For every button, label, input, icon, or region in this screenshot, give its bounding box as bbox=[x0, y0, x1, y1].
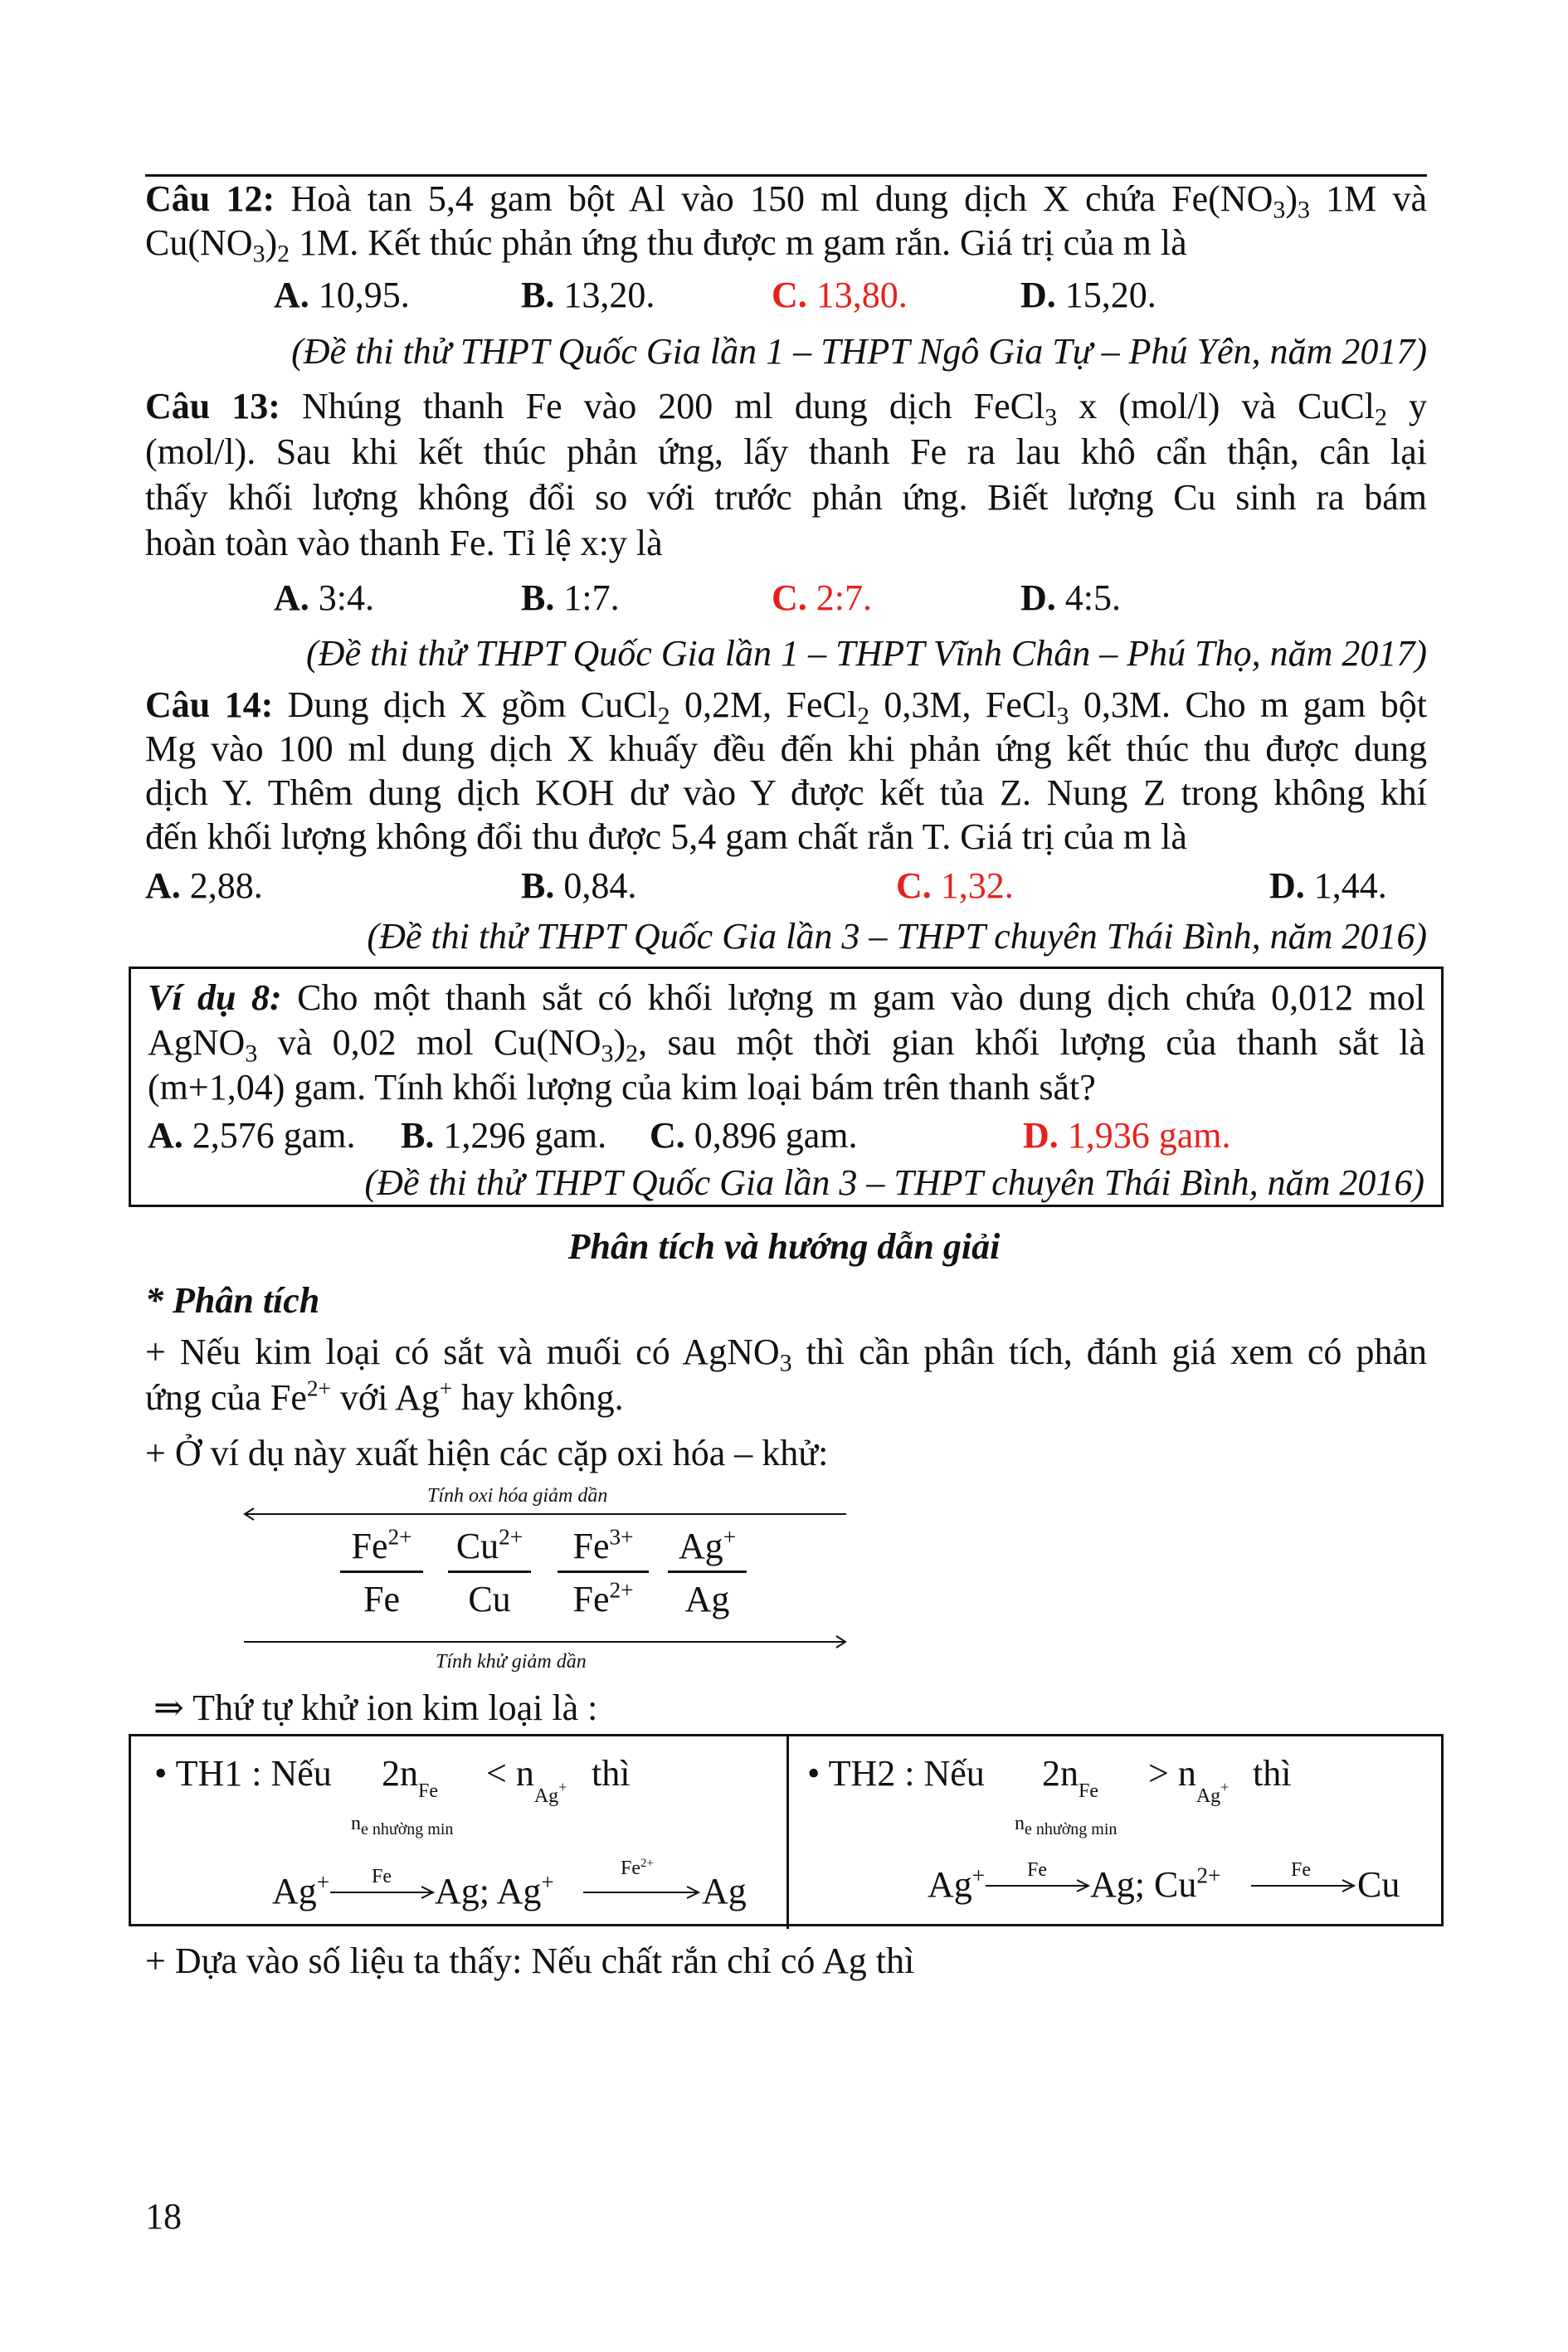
case-1-reaction-mid bbox=[435, 1869, 554, 1913]
pair-reductant: Cu bbox=[468, 1579, 511, 1619]
case-2-product: Cu bbox=[1357, 1864, 1400, 1905]
solution-sup: + bbox=[439, 1376, 453, 1401]
redox-pair-cu2-cu bbox=[448, 1525, 531, 1620]
q13-sub: 3 bbox=[1045, 403, 1058, 431]
case-2-reaction-mid bbox=[1090, 1863, 1220, 1906]
option-value: 1:7. bbox=[554, 577, 620, 618]
q13-line-4: hoàn toàn vào thanh Fe. Tỉ lệ x:y là bbox=[145, 523, 663, 563]
page-number: 18 bbox=[145, 2196, 182, 2237]
annotation-sub: e nhường min bbox=[361, 1820, 454, 1838]
q14-option-a bbox=[145, 864, 263, 908]
q14-option-b bbox=[521, 864, 636, 908]
ex8-sub: 2 bbox=[626, 1040, 639, 1068]
q14-sub: 2 bbox=[857, 702, 870, 730]
ex8-text: AgNO bbox=[148, 1022, 246, 1063]
pair-reductant: Fe bbox=[363, 1579, 400, 1619]
case-2-expression bbox=[1042, 1751, 1098, 1814]
option-letter: B. bbox=[521, 275, 555, 315]
implies-icon: ⇒ bbox=[153, 1687, 184, 1728]
case-1-annotation bbox=[351, 1813, 453, 1839]
option-value: 1,936 gam. bbox=[1058, 1115, 1231, 1156]
option-letter: C. bbox=[772, 577, 807, 618]
arrow-reagent: Fe bbox=[1291, 1859, 1311, 1881]
q14-source: (Đề thi thử THPT Quốc Gia lần 3 – THPT chuyên Thái Bình, năm 2016) bbox=[367, 916, 1427, 957]
option-value: 15,20. bbox=[1055, 275, 1157, 315]
ex8-sub: 3 bbox=[245, 1040, 258, 1068]
q14-line-4: đến khối lượng không đổi thu được 5,4 gam chất rắn T. Giá trị của m là bbox=[145, 816, 1187, 857]
option-value: 1,32. bbox=[931, 865, 1014, 906]
solution-text: hay không. bbox=[452, 1377, 624, 1418]
option-value: 4:5. bbox=[1055, 577, 1122, 618]
species-charge: + bbox=[971, 1863, 986, 1888]
q12-text: Hoà tan 5,4 gam bột Al vào 150 ml dung dịch X chứa Fe(NO bbox=[290, 178, 1273, 219]
pair-reductant: Fe bbox=[572, 1579, 610, 1619]
q13-source: (Đề thi thử THPT Quốc Gia lần 1 – THPT Vĩnh Chân – Phú Thọ, năm 2017) bbox=[306, 633, 1427, 674]
cases-table bbox=[129, 1734, 1444, 1926]
q14-line-3: dịch Y. Thêm dung dịch KOH dư vào Y được kết tủa Z. Nung Z trong không khí bbox=[145, 772, 1427, 813]
moles-subscript: Fe bbox=[418, 1780, 438, 1802]
case-2-condition bbox=[807, 1751, 985, 1795]
q14-line-1 bbox=[145, 683, 1428, 730]
compare-sign: > n bbox=[1148, 1753, 1196, 1794]
q13-text: Nhúng thanh Fe vào 200 ml dung dịch FeCl bbox=[302, 386, 1045, 426]
oxidizing-trend-label: Tính oxi hóa giảm dần bbox=[427, 1485, 608, 1507]
option-value: 13,20. bbox=[554, 275, 655, 315]
case-1-expression bbox=[382, 1751, 438, 1814]
ex8-line-1 bbox=[148, 976, 1425, 1020]
solution-text: ứng của Fe bbox=[145, 1377, 307, 1418]
solution-paragraph-2 bbox=[145, 1376, 624, 1419]
pair-charge: 3+ bbox=[609, 1524, 634, 1550]
case-2-annotation bbox=[1015, 1813, 1117, 1839]
moles-subscript: Ag bbox=[533, 1785, 559, 1807]
moles-term: 2n bbox=[382, 1753, 418, 1794]
solution-sub: 3 bbox=[779, 1349, 792, 1377]
option-letter: B. bbox=[521, 577, 555, 618]
left-arrow-icon bbox=[242, 1506, 848, 1522]
q14-option-d bbox=[1269, 864, 1387, 908]
q12-sub: 3 bbox=[252, 240, 265, 268]
q14-text: 0,2M, FeCl bbox=[670, 684, 858, 725]
moles-subscript-charge: + bbox=[558, 1779, 567, 1795]
cases-table-divider bbox=[786, 1736, 789, 1929]
option-value: 13,80. bbox=[806, 275, 908, 315]
compare-sign: < n bbox=[486, 1753, 534, 1794]
order-text: Thứ tự khử ion kim loại là : bbox=[183, 1687, 598, 1728]
species-charge: 2+ bbox=[1196, 1863, 1221, 1888]
option-value: 10,95. bbox=[309, 275, 410, 315]
solution-text: với Ag bbox=[330, 1377, 440, 1418]
q13-label: Câu 13: bbox=[145, 386, 280, 426]
reducing-trend-label: Tính khử giảm dần bbox=[436, 1651, 587, 1673]
pair-oxidant: Fe bbox=[572, 1526, 610, 1566]
option-letter: D. bbox=[1269, 865, 1305, 906]
redox-pair-ag-ag bbox=[668, 1525, 747, 1620]
reduction-order-line bbox=[153, 1686, 597, 1730]
option-value: 2,88. bbox=[180, 865, 263, 906]
q14-sub: 2 bbox=[657, 702, 670, 730]
q13-text: y bbox=[1386, 386, 1427, 426]
q14-label: Câu 14: bbox=[145, 684, 274, 725]
option-value: 3:4. bbox=[309, 577, 375, 618]
case-label: TH1 : Nếu bbox=[175, 1753, 332, 1794]
redox-pair-fe3-fe2 bbox=[558, 1525, 649, 1620]
pair-charge: 2+ bbox=[609, 1577, 634, 1603]
option-value: 0,896 gam. bbox=[684, 1115, 858, 1156]
q12-text: ) bbox=[1285, 178, 1298, 219]
q14-text: 0,3M. Cho m gam bột bbox=[1069, 684, 1428, 725]
q12-text: 1M và bbox=[1309, 178, 1428, 219]
option-letter: C. bbox=[772, 275, 807, 315]
pair-charge: + bbox=[723, 1524, 737, 1550]
solution-heading: Phân tích và hướng dẫn giải bbox=[567, 1226, 1001, 1267]
q12-text: Cu(NO bbox=[145, 222, 253, 263]
solution-subheading: * Phân tích bbox=[145, 1280, 320, 1321]
q13-option-a bbox=[274, 576, 374, 620]
case-1-then: thì bbox=[592, 1753, 631, 1794]
option-value: 2,576 gam. bbox=[183, 1115, 356, 1156]
moles-subscript-charge: + bbox=[1220, 1779, 1230, 1795]
option-letter: C. bbox=[650, 1115, 685, 1156]
redox-pair-fe2-fe bbox=[340, 1525, 423, 1620]
case-1-product: Ag bbox=[702, 1871, 747, 1911]
species: Ag; Ag bbox=[435, 1871, 542, 1911]
arrow-reagent: Fe bbox=[372, 1866, 392, 1887]
solution-text: thì cần phân tích, đánh giá xem có phản bbox=[791, 1332, 1427, 1372]
q13-line-3: thấy khối lượng không đổi so với trước phản ứng. Biết lượng Cu sinh ra bám bbox=[145, 477, 1427, 518]
pair-reductant: Ag bbox=[684, 1579, 730, 1619]
pair-oxidant: Cu bbox=[455, 1526, 499, 1566]
solution-paragraph-1 bbox=[145, 1330, 1427, 1377]
option-value: 0,84. bbox=[554, 865, 637, 906]
option-letter: C. bbox=[896, 865, 932, 906]
option-letter: B. bbox=[401, 1115, 435, 1156]
q13-text: x (mol/l) và CuCl bbox=[1057, 386, 1375, 426]
q12-sub: 3 bbox=[1273, 196, 1286, 224]
bullet-icon: • bbox=[154, 1753, 168, 1794]
option-letter: A. bbox=[274, 577, 309, 618]
solution-sup: 2+ bbox=[306, 1376, 331, 1401]
species: Ag bbox=[272, 1871, 317, 1911]
option-value: 1,296 gam. bbox=[434, 1115, 607, 1156]
q12-source: (Đề thi thử THPT Quốc Gia lần 1 – THPT Ngô Gia Tự – Phú Yên, năm 2017) bbox=[291, 331, 1427, 372]
pair-charge: 2+ bbox=[387, 1524, 412, 1550]
ex8-option-a bbox=[148, 1113, 356, 1157]
solution-paragraph-3: + Ở ví dụ này xuất hiện các cặp oxi hóa – khử: bbox=[145, 1433, 829, 1473]
option-letter: D. bbox=[1020, 275, 1056, 315]
q14-line-2: Mg vào 100 ml dung dịch X khuấy đều đến khi phản ứng kết thúc thu được dung bbox=[145, 728, 1427, 769]
reagent: Fe bbox=[621, 1858, 640, 1879]
q12-text: 1M. Kết thúc phản ứng thu được m gam rắn. Giá trị của m là bbox=[290, 222, 1187, 263]
ex8-line-2 bbox=[148, 1020, 1425, 1068]
solution-text: + Nếu kim loại có sắt và muối có AgNO bbox=[145, 1332, 780, 1372]
q12-option-a bbox=[274, 273, 410, 317]
case-2-compare bbox=[1148, 1751, 1229, 1819]
moles-subscript: Fe bbox=[1079, 1780, 1098, 1802]
ex8-line-3: (m+1,04) gam. Tính khối lượng của kim loại bám trên thanh sắt? bbox=[148, 1067, 1096, 1108]
solution-last-line: + Dựa vào số liệu ta thấy: Nếu chất rắn chỉ có Ag thì bbox=[145, 1941, 915, 1981]
q12-text: ) bbox=[265, 222, 278, 263]
moles-subscript: Ag bbox=[1195, 1785, 1221, 1807]
ex8-source: (Đề thi thử THPT Quốc Gia lần 3 – THPT chuyên Thái Bình, năm 2016) bbox=[364, 1162, 1424, 1203]
species: Ag; Cu bbox=[1090, 1864, 1197, 1905]
ex8-label: Ví dụ 8: bbox=[148, 977, 282, 1018]
bullet-icon: • bbox=[807, 1753, 821, 1794]
arrow-reagent: Fe bbox=[1027, 1859, 1047, 1881]
ex8-text: Cho một thanh sắt có khối lượng m gam vào dung dịch chứa 0,012 mol bbox=[281, 977, 1425, 1018]
q13-option-c-correct bbox=[772, 576, 872, 620]
case-1-reaction bbox=[272, 1869, 329, 1913]
q12-line-1 bbox=[145, 177, 1428, 224]
q13-line-2: (mol/l). Sau khi kết thúc phản ứng, lấy thanh Fe ra lau khô cẩn thận, cân lại bbox=[145, 431, 1427, 472]
case-2-then: thì bbox=[1253, 1753, 1292, 1794]
pair-charge: 2+ bbox=[499, 1524, 523, 1550]
right-arrow-icon bbox=[242, 1634, 848, 1650]
option-letter: A. bbox=[148, 1115, 183, 1156]
ex8-option-b bbox=[401, 1113, 606, 1157]
q14-sub: 3 bbox=[1056, 702, 1069, 730]
moles-term: 2n bbox=[1042, 1753, 1079, 1794]
q12-line-2 bbox=[145, 221, 1187, 268]
q12-option-c-correct bbox=[772, 273, 908, 317]
annotation-sub: e nhường min bbox=[1025, 1820, 1118, 1838]
example-8-box bbox=[129, 967, 1444, 1207]
q12-label: Câu 12: bbox=[145, 178, 275, 219]
reagent-charge: 2+ bbox=[640, 1857, 654, 1871]
ex8-text: và 0,02 mol Cu(NO bbox=[257, 1022, 601, 1063]
option-letter: A. bbox=[274, 275, 309, 315]
q12-sub: 2 bbox=[277, 240, 290, 268]
case-1-condition bbox=[154, 1751, 332, 1795]
q14-text: 0,3M, FeCl bbox=[869, 684, 1057, 725]
species-charge: + bbox=[316, 1869, 330, 1895]
option-letter: B. bbox=[521, 865, 555, 906]
case-1-compare bbox=[486, 1751, 567, 1819]
ex8-text: , sau một thời gian khối lượng của thanh sắt là bbox=[638, 1022, 1425, 1063]
option-value: 2:7. bbox=[806, 577, 873, 618]
species: Ag bbox=[928, 1864, 972, 1905]
pair-oxidant: Ag bbox=[678, 1526, 723, 1566]
annotation-n: n bbox=[1015, 1813, 1025, 1834]
option-value: 1,44. bbox=[1304, 865, 1387, 906]
ex8-text: ) bbox=[613, 1022, 626, 1063]
ex8-option-c bbox=[650, 1113, 858, 1157]
option-letter: D. bbox=[1023, 1115, 1059, 1156]
q14-option-c-correct bbox=[896, 864, 1014, 908]
arrow-reagent bbox=[621, 1858, 654, 1880]
species-charge: + bbox=[541, 1869, 554, 1895]
q12-option-d bbox=[1020, 273, 1157, 317]
option-letter: A. bbox=[145, 865, 181, 906]
option-letter: D. bbox=[1020, 577, 1056, 618]
q13-line-1 bbox=[145, 384, 1427, 431]
q13-option-d bbox=[1020, 576, 1121, 620]
q12-sub: 3 bbox=[1297, 196, 1310, 224]
q12-option-b bbox=[521, 273, 655, 317]
ex8-option-d-correct bbox=[1023, 1113, 1231, 1157]
ex8-sub: 3 bbox=[601, 1040, 614, 1068]
q13-option-b bbox=[521, 576, 620, 620]
annotation-n: n bbox=[351, 1813, 361, 1834]
q14-text: Dung dịch X gồm CuCl bbox=[287, 684, 658, 725]
case-label: TH2 : Nếu bbox=[828, 1753, 985, 1794]
q13-sub: 2 bbox=[1375, 403, 1387, 431]
case-2-reaction bbox=[928, 1863, 985, 1906]
pair-oxidant: Fe bbox=[351, 1526, 388, 1566]
